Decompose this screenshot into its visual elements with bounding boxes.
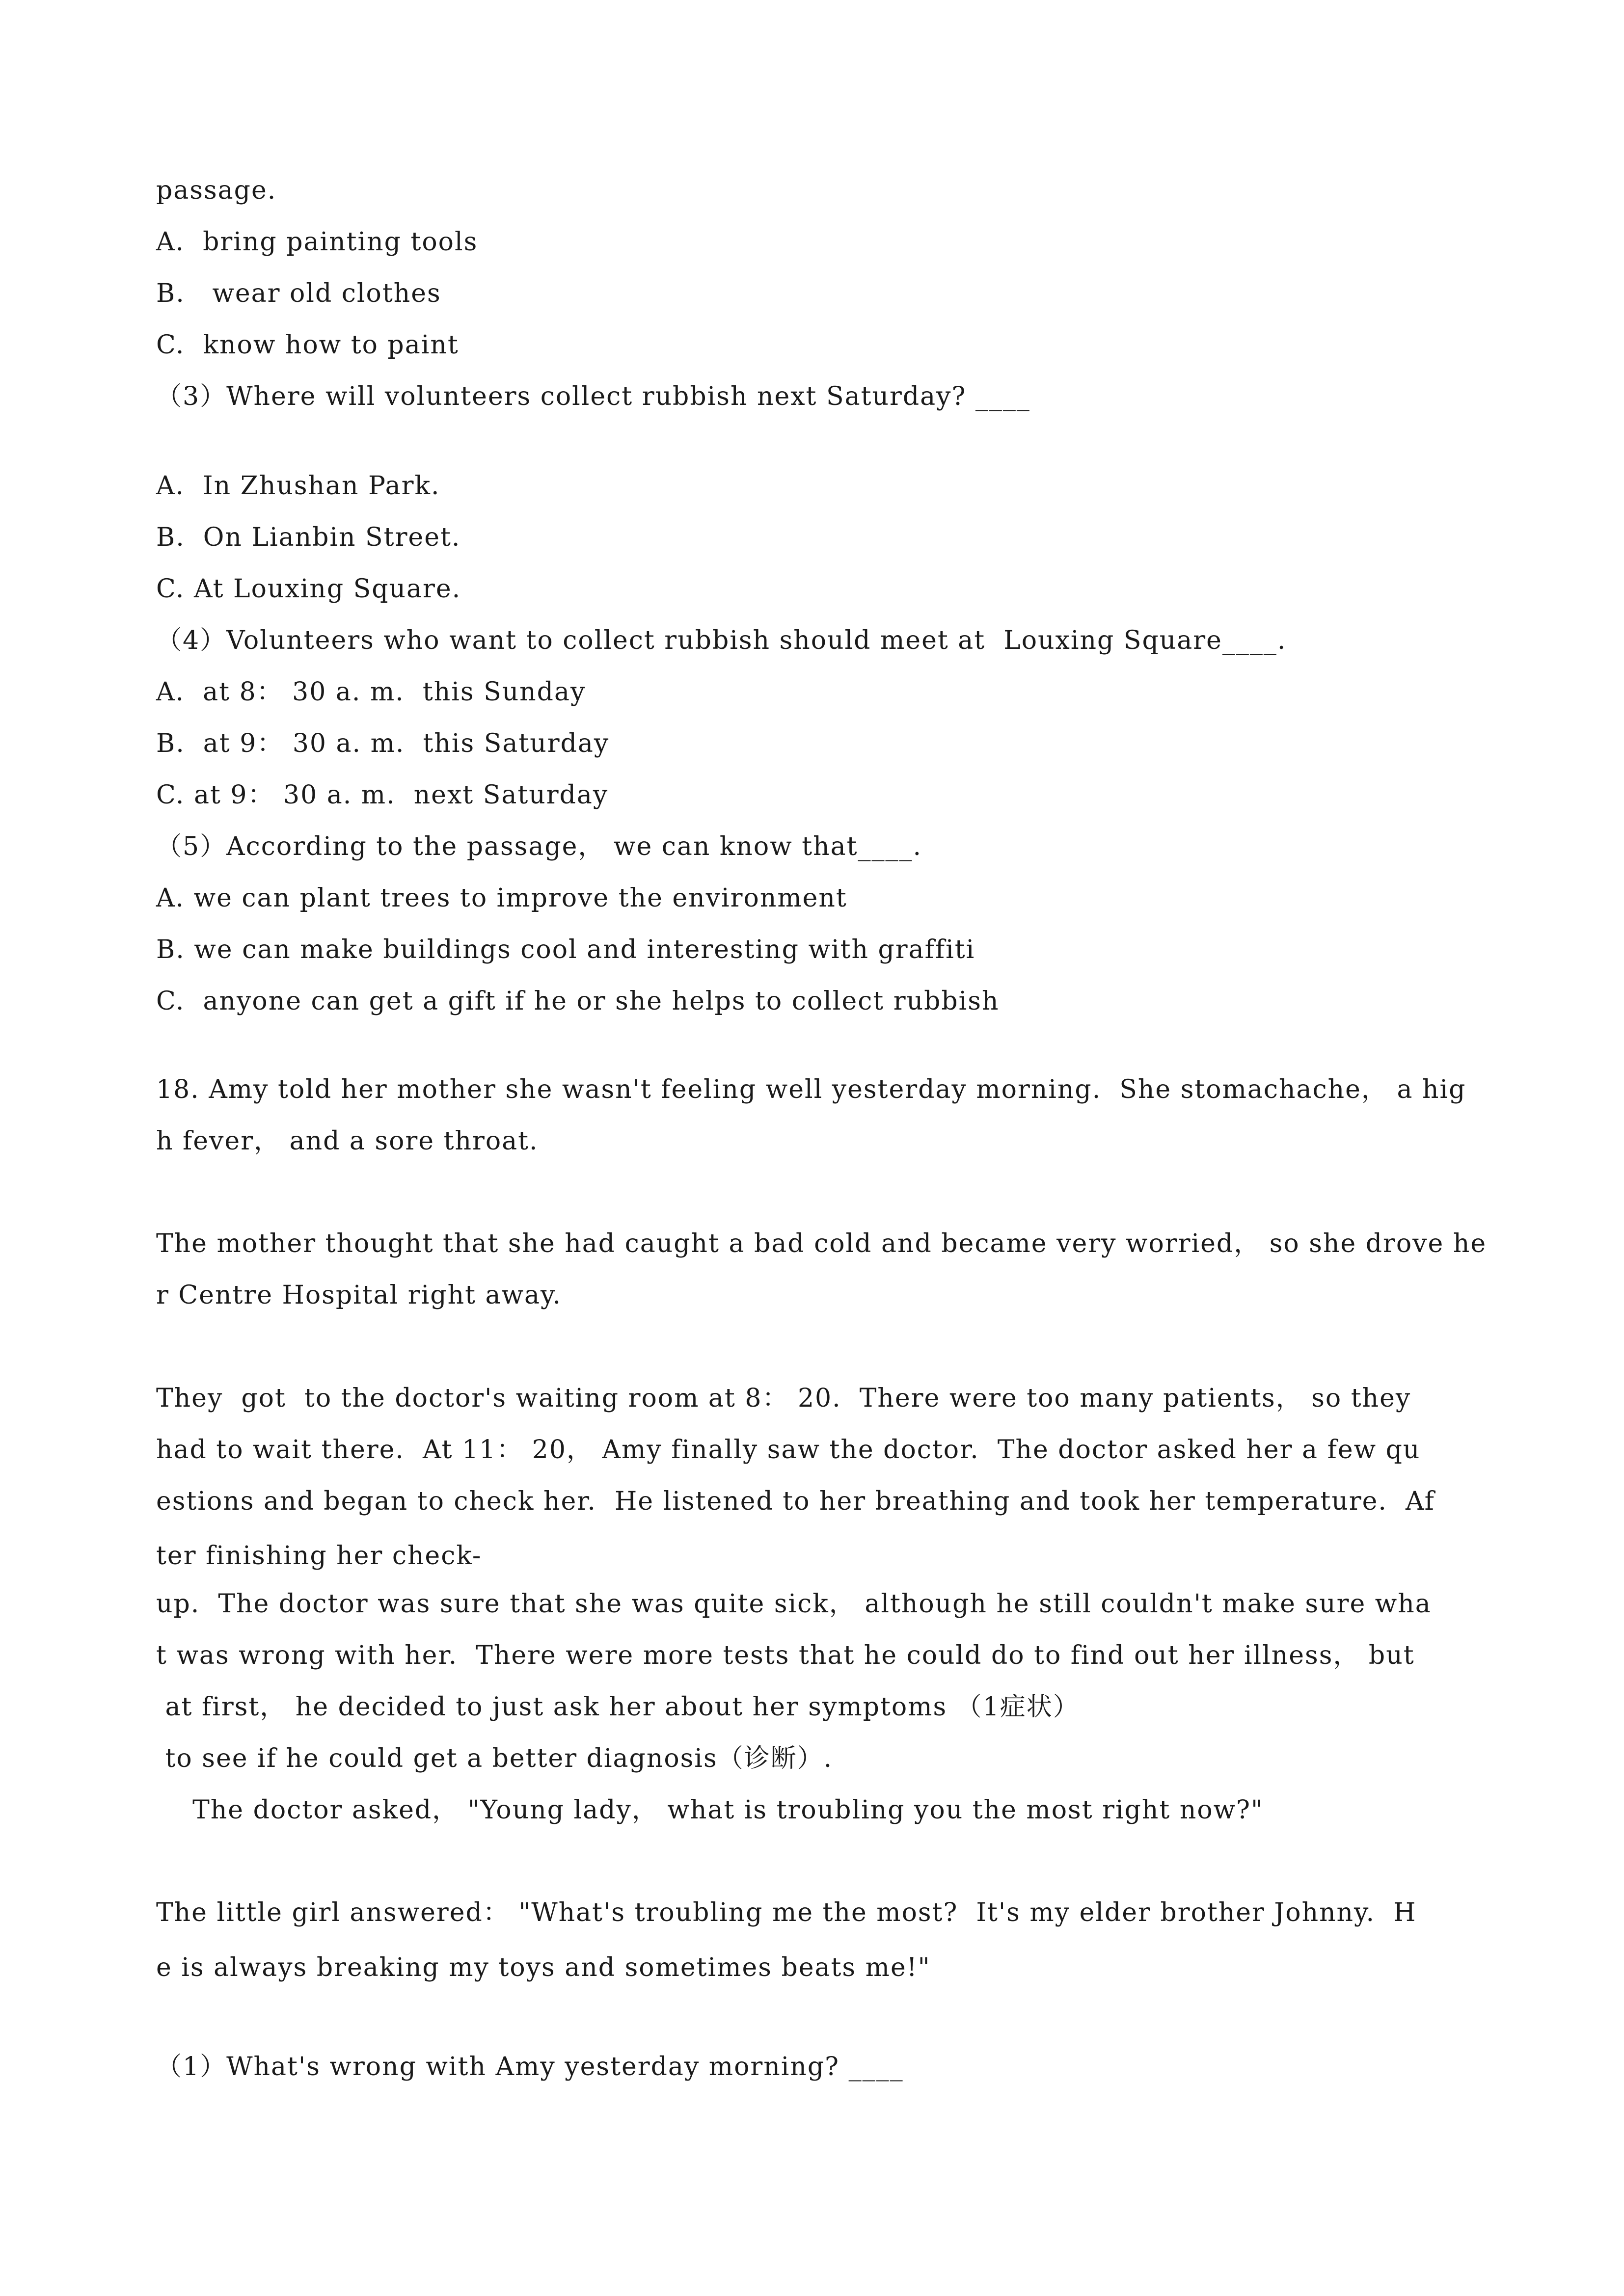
q18-para2-line2: r Centre Hospital right away. bbox=[156, 1281, 562, 1310]
q18-q1-question: （1）What's wrong with Amy yesterday morning? ____ bbox=[156, 2052, 904, 2082]
q18-para3-line7: at first， he decided to just ask her about her symptoms （1症状） bbox=[156, 1692, 1080, 1722]
q5-question: （5）According to the passage， we can know that____. bbox=[156, 832, 922, 861]
q2-option-a: A. bring painting tools bbox=[156, 227, 478, 257]
q5-option-a: A. we can plant trees to improve the environment bbox=[156, 883, 847, 913]
q3-option-b: B. On Lianbin Street. bbox=[156, 523, 461, 552]
q18-para3-line9: The doctor asked， "Young lady， what is troubling you the most right now?" bbox=[156, 1795, 1264, 1825]
q5-option-c: C. anyone can get a gift if he or she helps to collect rubbish bbox=[156, 987, 1000, 1016]
q3-question: （3）Where will volunteers collect rubbish next Saturday? ____ bbox=[156, 382, 1030, 411]
q18-para3-line4: ter finishing her check- bbox=[156, 1541, 482, 1571]
q18-para3-line3: estions and began to check her. He listened to her breathing and took her temperature. Af bbox=[156, 1487, 1435, 1516]
q18-para2-line1: The mother thought that she had caught a bad cold and became very worried， so she drove he bbox=[156, 1229, 1487, 1258]
q2-option-b: B. wear old clothes bbox=[156, 279, 441, 308]
q4-option-a: A. at 8： 30 a. m. this Sunday bbox=[156, 677, 586, 707]
q18-para4-line2: e is always breaking my toys and sometimes beats me!" bbox=[156, 1953, 931, 1982]
q18-para3-line5: up. The doctor was sure that she was quite sick， although he still couldn't make sure wha bbox=[156, 1589, 1432, 1619]
q18-para1-line1: 18. Amy told her mother she wasn't feeling well yesterday morning. She stomachache， a hig bbox=[156, 1075, 1466, 1104]
q18-para3-line8: to see if he could get a better diagnosis（诊断）. bbox=[156, 1744, 833, 1773]
q18-para3-line6: t was wrong with her. There were more tests that he could do to find out her illness， but bbox=[156, 1641, 1415, 1670]
q3-option-a: A. In Zhushan Park. bbox=[156, 471, 440, 501]
q4-option-b: B. at 9： 30 a. m. this Saturday bbox=[156, 729, 610, 758]
q4-question: （4）Volunteers who want to collect rubbish should meet at Louxing Square____. bbox=[156, 626, 1287, 655]
q2-option-c: C. know how to paint bbox=[156, 330, 459, 360]
q18-para3-line1: They got to the doctor's waiting room at 8： 20. There were too many patients， so they bbox=[156, 1384, 1411, 1413]
q5-option-b: B. we can make buildings cool and interesting with graffiti bbox=[156, 935, 975, 964]
q18-para3-line2: had to wait there. At 11： 20， Amy finally saw the doctor. The doctor asked her a few qu bbox=[156, 1435, 1421, 1465]
q18-para4-line1: The little girl answered： "What's troubling me the most? It's my elder brother Johnny. H bbox=[156, 1898, 1417, 1927]
passage-continuation: passage. bbox=[156, 176, 277, 205]
q4-option-c: C. at 9： 30 a. m. next Saturday bbox=[156, 780, 609, 810]
q3-option-c: C. At Louxing Square. bbox=[156, 574, 461, 604]
q18-para1-line2: h fever， and a sore throat. bbox=[156, 1126, 539, 1156]
